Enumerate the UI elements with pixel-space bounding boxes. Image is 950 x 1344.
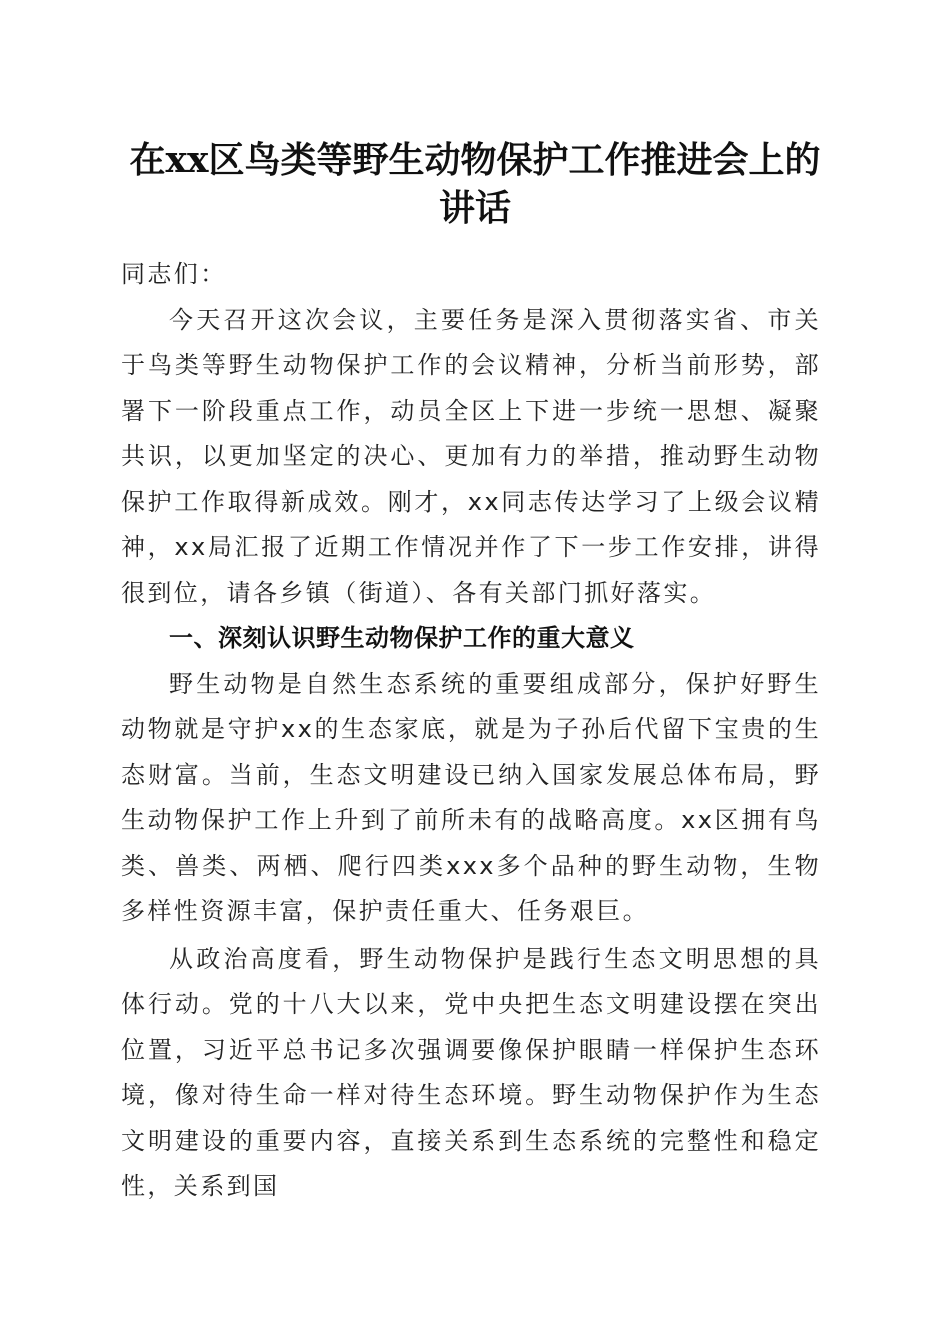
intro-paragraph: 今天召开这次会议，主要任务是深入贯彻落实省、市关于鸟类等野生动物保护工作的会议精神，分析当前形势，部署下一阶段重点工作，动员全区上下进一步统一思想、凝聚共识，以更加坚定的决心、更加有力的举措，推动野生动物保护工作取得新成效。刚才，xx同志传达学习了上级会议精神，xx局汇报了近期工作情况并作了下一步工作安排，讲得很到位，请各乡镇（街道）、各有关部门抓好落实。 bbox=[121, 305, 821, 607]
salutation: 同志们： bbox=[121, 260, 227, 288]
document-body bbox=[121, 252, 821, 1210]
section-heading-1: 一、深刻认识野生动物保护工作的重大意义 bbox=[169, 624, 635, 652]
title-line-1: 在xx区鸟类等野生动物保护工作推进会上的 bbox=[129, 139, 821, 181]
section-1-paragraph-1: 野生动物是自然生态系统的重要组成部分，保护好野生动物就是守护xx的生态家底，就是为子孙后代留下宝贵的生态财富。当前，生态文明建设已纳入国家发展总体布局，野生动物保护工作上升到了前所未有的战略高度。xx区拥有鸟类、兽类、两栖、爬行四类xxx多个品种的野生动物，生物多样性资源丰富，保护责任重大、任务艰巨。 bbox=[121, 669, 821, 925]
section-1-paragraph-2: 从政治高度看，野生动物保护是践行生态文明思想的具体行动。党的十八大以来，党中央把生态文明建设摆在突出位置，习近平总书记多次强调要像保护眼睛一样保护生态环境，像对待生命一样对待生态环境。野生动物保护作为生态文明建设的重要内容，直接关系到生态系统的完整性和稳定性，关系到国 bbox=[121, 944, 821, 1200]
document-title bbox=[110, 136, 840, 232]
title-line-2: 讲话 bbox=[438, 187, 511, 229]
